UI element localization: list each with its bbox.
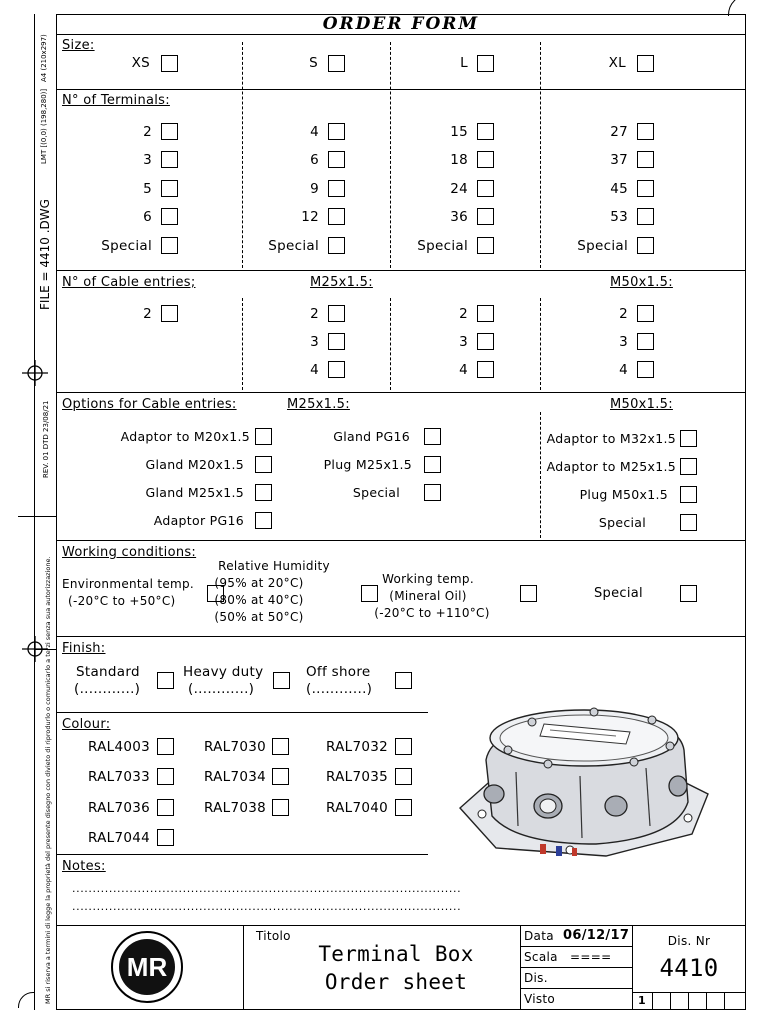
terminal-option: 9 — [310, 181, 319, 197]
colour-item: RAL7034 — [204, 769, 267, 785]
terminal-option: Special — [268, 238, 319, 254]
rh-line4: (50% at 50°C) — [214, 610, 304, 624]
env-temp-line2: (-20°C to +50°C) — [68, 594, 176, 608]
tb-line — [706, 992, 707, 1009]
colour-checkbox[interactable] — [272, 768, 289, 785]
sep — [56, 540, 746, 541]
option-checkbox[interactable] — [680, 430, 697, 447]
dis-label: Dis. — [524, 971, 548, 985]
col-sep — [390, 298, 391, 390]
title-line1: Terminal Box — [318, 942, 474, 966]
colour-checkbox[interactable] — [157, 738, 174, 755]
col-sep — [540, 42, 541, 268]
colour-checkbox[interactable] — [395, 738, 412, 755]
scala-value: ==== — [570, 950, 612, 964]
margin-tick — [18, 516, 56, 517]
terminal-checkbox[interactable] — [637, 180, 654, 197]
cable-entry-checkbox[interactable] — [328, 305, 345, 322]
option-checkbox[interactable] — [255, 456, 272, 473]
cable-m50-label: M50x1.5: — [610, 275, 673, 290]
working-temp-line2: (Mineral Oil) — [389, 589, 467, 603]
env-temp-line1: Environmental temp. — [62, 577, 195, 591]
margin-line — [34, 14, 35, 1010]
finish-label: Finish: — [62, 641, 106, 656]
option-checkbox[interactable] — [680, 514, 697, 531]
finish-offshore-label: Off shore — [306, 664, 371, 680]
terminal-checkbox[interactable] — [161, 151, 178, 168]
colour-item: RAL7032 — [326, 739, 389, 755]
finish-heavy-blank: (............) — [188, 681, 255, 697]
size-s-checkbox[interactable] — [328, 55, 345, 72]
terminal-checkbox[interactable] — [328, 208, 345, 225]
terminal-checkbox[interactable] — [328, 123, 345, 140]
sep — [56, 712, 428, 713]
mr-logo-text: MR — [126, 952, 168, 982]
tb-line — [243, 925, 244, 1009]
options-label: Options for Cable entries: — [62, 397, 237, 412]
terminal-option: 4 — [310, 124, 319, 140]
crosshair-mark — [22, 360, 48, 386]
tb-line — [724, 992, 725, 1009]
colour-item: RAL7030 — [204, 739, 267, 755]
finish-standard-checkbox[interactable] — [157, 672, 174, 689]
side-a4: A4 (210x297) — [40, 34, 48, 82]
form-title: ORDER FORM — [322, 14, 480, 34]
colour-item: RAL7033 — [88, 769, 151, 785]
working-label: Working conditions: — [62, 545, 197, 560]
size-xs-checkbox[interactable] — [161, 55, 178, 72]
cable-entry-option: 2 — [143, 306, 152, 322]
cable-entry-checkbox[interactable] — [637, 333, 654, 350]
terminal-option: Special — [577, 238, 628, 254]
rh-line3: (80% at 40°C) — [214, 593, 304, 607]
terminal-checkbox[interactable] — [161, 180, 178, 197]
size-xl-label: XL — [608, 55, 626, 71]
terminal-checkbox[interactable] — [328, 151, 345, 168]
terminal-option: Special — [417, 238, 468, 254]
working-temp-line3: (-20°C to +110°C) — [374, 606, 490, 620]
cable-entry-checkbox[interactable] — [477, 361, 494, 378]
colour-item: RAL7044 — [88, 830, 151, 846]
option-checkbox[interactable] — [255, 484, 272, 501]
colour-item: RAL7038 — [204, 800, 267, 816]
frame-left — [56, 14, 57, 1010]
dis-nr-label: Dis. Nr — [667, 934, 711, 948]
tb-line — [520, 967, 632, 968]
terminal-checkbox[interactable] — [328, 237, 345, 254]
terminal-option: 37 — [610, 152, 628, 168]
terminal-checkbox[interactable] — [637, 123, 654, 140]
cable-entry-checkbox[interactable] — [637, 361, 654, 378]
finish-offshore-checkbox[interactable] — [395, 672, 412, 689]
terminal-option: 45 — [610, 181, 628, 197]
terminal-checkbox[interactable] — [161, 208, 178, 225]
scala-label: Scala — [524, 950, 558, 964]
size-l-label: L — [460, 55, 468, 71]
colour-checkbox[interactable] — [272, 738, 289, 755]
cable-entry-option: 2 — [619, 306, 628, 322]
colour-item: RAL7040 — [326, 800, 389, 816]
tb-line — [670, 992, 671, 1009]
option-checkbox[interactable] — [255, 428, 272, 445]
col-sep — [242, 298, 243, 390]
size-s-label: S — [309, 55, 318, 71]
sep — [56, 854, 428, 855]
cable-entry-checkbox[interactable] — [637, 305, 654, 322]
terminal-option: 2 — [143, 124, 152, 140]
terminal-option: 6 — [143, 209, 152, 225]
size-xs-label: XS — [131, 55, 150, 71]
colour-checkbox[interactable] — [272, 799, 289, 816]
tb-line — [632, 925, 633, 1009]
working-temp-checkbox[interactable] — [520, 585, 537, 602]
options-m25-label: M25x1.5: — [287, 397, 350, 412]
finish-heavy-label: Heavy duty — [183, 664, 264, 680]
cable-entry-checkbox[interactable] — [328, 361, 345, 378]
terminal-option: 27 — [610, 124, 628, 140]
option-item: Plug M25x1.5 — [323, 457, 412, 472]
sep — [56, 392, 746, 393]
side-lmt: LMT [(0,0) (198,280)] — [40, 88, 48, 164]
cable-entry-option: 4 — [310, 362, 319, 378]
terminal-option: 24 — [450, 181, 468, 197]
working-special-label: Special — [594, 586, 643, 601]
terminal-option: 6 — [310, 152, 319, 168]
option-item: Gland M25x1.5 — [145, 485, 244, 500]
terminal-checkbox[interactable] — [161, 237, 178, 254]
cable-entry-option: 3 — [310, 334, 319, 350]
notes-line[interactable]: ............................................................................................... — [72, 882, 462, 895]
rh-line2: (95% at 20°C) — [214, 576, 304, 590]
terminal-checkbox[interactable] — [477, 180, 494, 197]
terminal-checkbox[interactable] — [637, 237, 654, 254]
colour-item: RAL4003 — [88, 739, 151, 755]
tb-line — [652, 992, 653, 1009]
terminal-box-image — [456, 698, 712, 864]
options-m50-label: M50x1.5: — [610, 397, 673, 412]
option-checkbox[interactable] — [424, 428, 441, 445]
option-item: Plug M50x1.5 — [579, 487, 668, 502]
colour-label: Colour: — [62, 717, 111, 732]
colour-checkbox[interactable] — [395, 768, 412, 785]
side-legal: MR si riserva a termini di legge la proprietà del presente disegno con divieto di riprodurlo o comunicarlo a terzi senza sua autorizzazione. — [44, 556, 52, 1004]
terminal-checkbox[interactable] — [161, 123, 178, 140]
option-checkbox[interactable] — [255, 512, 272, 529]
cable-entry-option: 3 — [459, 334, 468, 350]
finish-heavy-checkbox[interactable] — [273, 672, 290, 689]
option-item: Adaptor PG16 — [153, 513, 244, 528]
terminal-checkbox[interactable] — [637, 208, 654, 225]
sheet-number: 1 — [638, 994, 646, 1007]
colour-item: RAL7035 — [326, 769, 389, 785]
option-checkbox[interactable] — [424, 484, 441, 501]
terminal-option: Special — [101, 238, 152, 254]
notes-label: Notes: — [62, 859, 106, 874]
sep — [56, 925, 746, 926]
colour-checkbox[interactable] — [157, 768, 174, 785]
terminal-option: 5 — [143, 181, 152, 197]
side-file: FILE = 4410 .DWG — [38, 199, 52, 310]
option-item: Special — [598, 515, 646, 530]
cable-entry-option: 3 — [619, 334, 628, 350]
cable-entry-checkbox[interactable] — [477, 333, 494, 350]
terminal-checkbox[interactable] — [328, 180, 345, 197]
option-item: Adaptor to M20x1.5 — [120, 429, 250, 444]
cable-entry-option: 4 — [619, 362, 628, 378]
margin-tick — [34, 649, 56, 650]
sep — [56, 636, 746, 637]
finish-offshore-blank: (............) — [306, 681, 373, 697]
title-line2: Order sheet — [324, 970, 468, 994]
cable-entry-checkbox[interactable] — [328, 333, 345, 350]
working-temp-line1: Working temp. — [382, 572, 474, 586]
option-item: Gland M20x1.5 — [145, 457, 244, 472]
cable-entry-checkbox[interactable] — [161, 305, 178, 322]
tb-line — [688, 992, 689, 1009]
terminal-checkbox[interactable] — [477, 237, 494, 254]
terminal-option: 12 — [301, 209, 319, 225]
cable-entries-label: N° of Cable entries; — [62, 275, 196, 290]
colour-checkbox[interactable] — [157, 829, 174, 846]
rh-line1: Relative Humidity — [218, 559, 330, 573]
data-label: Data — [524, 929, 554, 943]
terminal-checkbox[interactable] — [477, 151, 494, 168]
terminal-option: 53 — [610, 209, 628, 225]
option-checkbox[interactable] — [680, 458, 697, 475]
size-xl-checkbox[interactable] — [637, 55, 654, 72]
frame-bottom — [56, 1009, 746, 1010]
terminal-checkbox[interactable] — [477, 208, 494, 225]
sep — [56, 270, 746, 271]
finish-standard-blank: (............) — [74, 681, 141, 697]
size-label: Size: — [62, 38, 95, 53]
colour-item: RAL7036 — [88, 800, 151, 816]
option-item: Gland PG16 — [333, 429, 410, 444]
tb-line — [520, 946, 632, 947]
dis-nr-value: 4410 — [659, 954, 719, 982]
cable-entry-option: 2 — [310, 306, 319, 322]
cable-entry-option: 4 — [459, 362, 468, 378]
titolo-label: Titolo — [256, 929, 291, 943]
notes-line[interactable]: ............................................................................................... — [72, 900, 462, 913]
sep — [56, 89, 746, 90]
visto-label: Visto — [524, 992, 556, 1006]
terminal-option: 36 — [450, 209, 468, 225]
option-checkbox[interactable] — [424, 456, 441, 473]
terminal-checkbox[interactable] — [637, 151, 654, 168]
size-l-checkbox[interactable] — [477, 55, 494, 72]
colour-checkbox[interactable] — [395, 799, 412, 816]
terminal-option: 3 — [143, 152, 152, 168]
terminal-checkbox[interactable] — [477, 123, 494, 140]
side-rev: REV. 01 DTD 23/08/21 — [42, 400, 50, 478]
terminal-option: 18 — [450, 152, 468, 168]
data-value: 06/12/17 — [563, 928, 630, 943]
terminal-option: 15 — [450, 124, 468, 140]
option-checkbox[interactable] — [680, 486, 697, 503]
working-special-checkbox[interactable] — [680, 585, 697, 602]
col-sep — [540, 298, 541, 390]
option-item: Special — [352, 485, 400, 500]
cable-entry-option: 2 — [459, 306, 468, 322]
cable-m25-label: M25x1.5: — [310, 275, 373, 290]
option-item: Adaptor to M25x1.5 — [546, 459, 676, 474]
terminals-label: N° of Terminals: — [62, 93, 170, 108]
frame-right — [745, 14, 746, 1010]
option-item: Adaptor to M32x1.5 — [546, 431, 676, 446]
tb-line — [520, 988, 632, 989]
colour-checkbox[interactable] — [157, 799, 174, 816]
finish-standard-label: Standard — [76, 664, 140, 680]
cable-entry-checkbox[interactable] — [477, 305, 494, 322]
